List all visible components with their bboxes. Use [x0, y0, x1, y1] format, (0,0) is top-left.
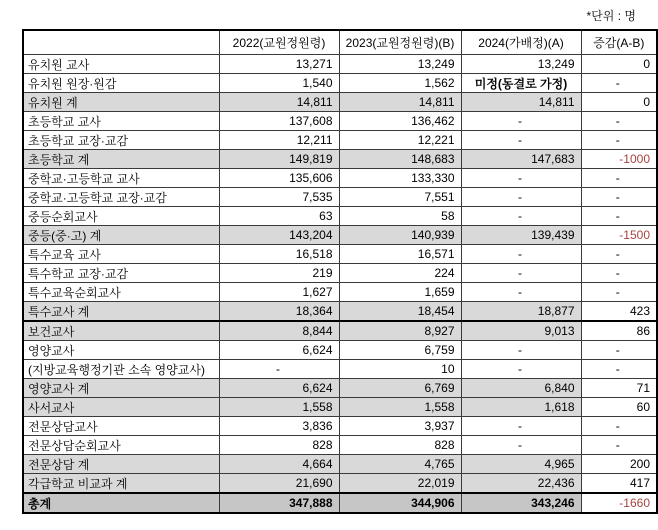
- cell-2022: 21,690: [219, 474, 339, 494]
- cell-2022: 143,204: [219, 226, 339, 245]
- unit-label: *단위 : 명: [586, 9, 636, 23]
- cell-2023: 16,571: [339, 245, 461, 264]
- cell-2024: 147,683: [461, 150, 581, 169]
- cell-2023: 13,249: [339, 55, 461, 74]
- cell-2024: 343,246: [461, 493, 581, 513]
- cell-diff: -: [581, 74, 657, 93]
- cell-2022: 828: [219, 436, 339, 455]
- table-row: [23, 417, 657, 436]
- cell-2023: 344,906: [339, 493, 461, 513]
- cell-2023: 22,019: [339, 474, 461, 494]
- cell-2023: 8,927: [339, 321, 461, 341]
- cell-2023: 4,765: [339, 455, 461, 474]
- cell-diff: -: [581, 188, 657, 207]
- cell-2024: 1,618: [461, 398, 581, 417]
- row-label: 특수교육 교사: [23, 245, 219, 264]
- cell-2022: 1,540: [219, 74, 339, 93]
- table-row: [23, 169, 657, 188]
- cell-diff: -1660: [581, 493, 657, 513]
- row-label: 특수교사 계: [23, 302, 219, 322]
- cell-2022: 6,624: [219, 379, 339, 398]
- cell-diff: 86: [581, 321, 657, 341]
- cell-2024: 6,840: [461, 379, 581, 398]
- cell-2022: -: [219, 360, 339, 379]
- table-row: [23, 55, 657, 74]
- row-label: 특수교육순회교사: [23, 283, 219, 302]
- cell-2023: 1,562: [339, 74, 461, 93]
- row-label: 특수학교 교장·교감: [23, 264, 219, 283]
- table-row: [23, 321, 657, 341]
- cell-2024: 14,811: [461, 93, 581, 112]
- cell-2024: 139,439: [461, 226, 581, 245]
- cell-2024: -: [461, 283, 581, 302]
- cell-2024: 미정(동결로 가정): [461, 74, 581, 93]
- row-label: 영양교사: [23, 341, 219, 360]
- cell-2023: 14,811: [339, 93, 461, 112]
- cell-diff: -: [581, 112, 657, 131]
- cell-2023: 7,551: [339, 188, 461, 207]
- cell-diff: -: [581, 283, 657, 302]
- table-row: [23, 74, 657, 93]
- cell-2024: -: [461, 417, 581, 436]
- cell-2024: 18,877: [461, 302, 581, 322]
- cell-2022: 6,624: [219, 341, 339, 360]
- row-label: 전문상담 계: [23, 455, 219, 474]
- table-row: [23, 360, 657, 379]
- row-label: 총계: [23, 493, 219, 513]
- table-row: [23, 131, 657, 150]
- table-row: [23, 283, 657, 302]
- cell-2022: 135,606: [219, 169, 339, 188]
- cell-2023: 6,769: [339, 379, 461, 398]
- cell-2023: 133,330: [339, 169, 461, 188]
- cell-2024: -: [461, 245, 581, 264]
- row-label: 보건교사: [23, 321, 219, 341]
- row-label: 초등학교 교사: [23, 112, 219, 131]
- cell-2022: 219: [219, 264, 339, 283]
- row-label: 중등순회교사: [23, 207, 219, 226]
- cell-2022: 16,518: [219, 245, 339, 264]
- cell-diff: -: [581, 436, 657, 455]
- row-label: 초등학교 계: [23, 150, 219, 169]
- table-header-row: [23, 30, 657, 55]
- cell-diff: -: [581, 417, 657, 436]
- cell-2023: 140,939: [339, 226, 461, 245]
- cell-2022: 149,819: [219, 150, 339, 169]
- cell-diff: -: [581, 341, 657, 360]
- table-row: [23, 188, 657, 207]
- cell-diff: -: [581, 360, 657, 379]
- cell-2024: -: [461, 360, 581, 379]
- cell-diff: -: [581, 207, 657, 226]
- table-row: [23, 150, 657, 169]
- row-label: 각급학교 비교과 계: [23, 474, 219, 494]
- row-label: 유치원 교사: [23, 55, 219, 74]
- row-label: 전문상담순회교사: [23, 436, 219, 455]
- column-header-2022: 2022(교원정원령): [219, 30, 339, 55]
- table-row: [23, 112, 657, 131]
- cell-2024: -: [461, 264, 581, 283]
- cell-2023: 1,659: [339, 283, 461, 302]
- cell-2023: 6,759: [339, 341, 461, 360]
- table-row: [23, 302, 657, 322]
- cell-2022: 14,811: [219, 93, 339, 112]
- cell-2023: 224: [339, 264, 461, 283]
- cell-2023: 1,558: [339, 398, 461, 417]
- row-label: 유치원 계: [23, 93, 219, 112]
- cell-2022: 347,888: [219, 493, 339, 513]
- cell-2022: 13,271: [219, 55, 339, 74]
- table-row: [23, 493, 657, 513]
- cell-2023: 18,454: [339, 302, 461, 322]
- cell-diff: 0: [581, 55, 657, 74]
- cell-diff: -1500: [581, 226, 657, 245]
- cell-diff: -: [581, 264, 657, 283]
- cell-2024: 9,013: [461, 321, 581, 341]
- cell-2022: 7,535: [219, 188, 339, 207]
- cell-2023: 58: [339, 207, 461, 226]
- row-label: 중학교·고등학교 교장·교감: [23, 188, 219, 207]
- row-label: 초등학교 교장·교감: [23, 131, 219, 150]
- cell-2023: 12,221: [339, 131, 461, 150]
- cell-diff: -1000: [581, 150, 657, 169]
- cell-diff: 423: [581, 302, 657, 322]
- column-header-2024: 2024(가배정)(A): [461, 30, 581, 55]
- cell-2024: 4,965: [461, 455, 581, 474]
- cell-2022: 4,664: [219, 455, 339, 474]
- column-header-label: [23, 30, 219, 55]
- cell-2023: 136,462: [339, 112, 461, 131]
- cell-diff: -: [581, 245, 657, 264]
- cell-2024: -: [461, 131, 581, 150]
- cell-2024: -: [461, 169, 581, 188]
- cell-diff: 71: [581, 379, 657, 398]
- cell-2022: 63: [219, 207, 339, 226]
- row-label: 유치원 원장·원감: [23, 74, 219, 93]
- table-row: [23, 264, 657, 283]
- cell-2023: 10: [339, 360, 461, 379]
- table-row: [23, 245, 657, 264]
- cell-diff: -: [581, 131, 657, 150]
- cell-2024: -: [461, 112, 581, 131]
- cell-2024: -: [461, 207, 581, 226]
- teacher-staffing-table: [22, 29, 658, 514]
- cell-diff: -: [581, 169, 657, 188]
- cell-diff: 200: [581, 455, 657, 474]
- table-row: [23, 341, 657, 360]
- cell-2024: 13,249: [461, 55, 581, 74]
- table-row: [23, 226, 657, 245]
- cell-2023: 148,683: [339, 150, 461, 169]
- row-label: 전문상담교사: [23, 417, 219, 436]
- column-header-2023: 2023(교원정원령)(B): [339, 30, 461, 55]
- cell-2022: 8,844: [219, 321, 339, 341]
- row-label: (지방교육행정기관 소속 영양교사): [23, 360, 219, 379]
- cell-2022: 18,364: [219, 302, 339, 322]
- cell-2024: -: [461, 188, 581, 207]
- cell-diff: 0: [581, 93, 657, 112]
- row-label: 중등(중·고) 계: [23, 226, 219, 245]
- table-row: [23, 207, 657, 226]
- cell-2022: 1,627: [219, 283, 339, 302]
- table-row: [23, 436, 657, 455]
- table-row: [23, 398, 657, 417]
- cell-diff: 60: [581, 398, 657, 417]
- table-row: [23, 474, 657, 494]
- cell-2024: -: [461, 436, 581, 455]
- cell-2024: -: [461, 341, 581, 360]
- table-row: [23, 93, 657, 112]
- cell-2022: 3,836: [219, 417, 339, 436]
- cell-2023: 828: [339, 436, 461, 455]
- cell-2023: 3,937: [339, 417, 461, 436]
- table-row: [23, 455, 657, 474]
- row-label: 사서교사: [23, 398, 219, 417]
- table-row: [23, 379, 657, 398]
- cell-2022: 1,558: [219, 398, 339, 417]
- row-label: 영양교사 계: [23, 379, 219, 398]
- cell-2024: 22,436: [461, 474, 581, 494]
- row-label: 중학교·고등학교 교사: [23, 169, 219, 188]
- column-header-diff: 증감(A-B): [581, 30, 657, 55]
- cell-diff: 417: [581, 474, 657, 494]
- cell-2022: 12,211: [219, 131, 339, 150]
- cell-2022: 137,608: [219, 112, 339, 131]
